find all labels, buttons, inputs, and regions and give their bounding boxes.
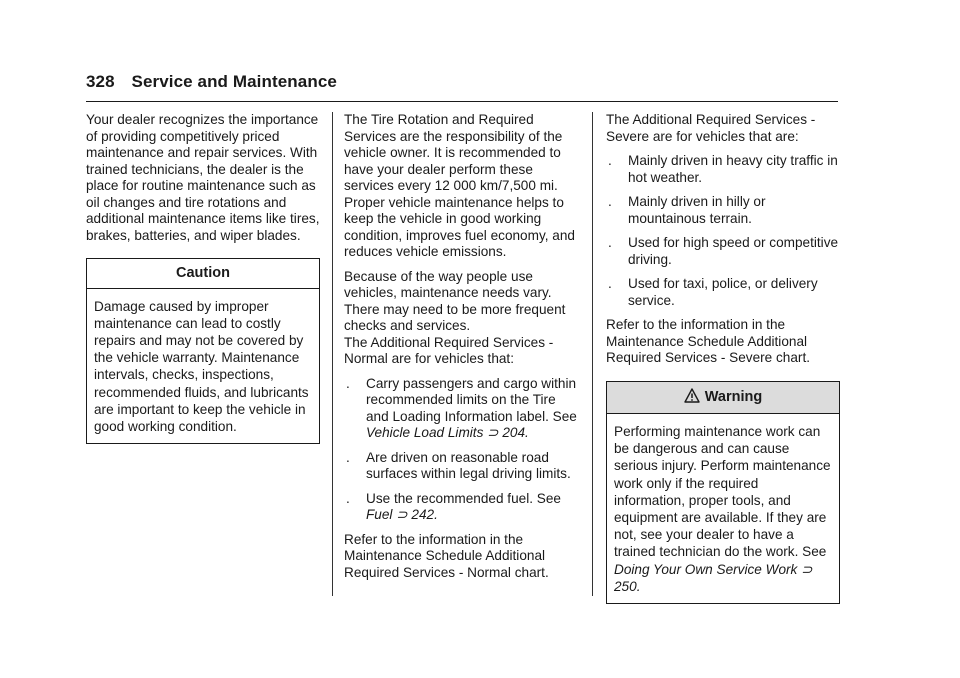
warning-triangle-icon bbox=[684, 388, 700, 408]
list-item bbox=[606, 235, 840, 268]
warning-title-bar bbox=[607, 382, 839, 415]
page-header bbox=[86, 72, 838, 92]
column-2 bbox=[344, 112, 580, 589]
list-item-text: Mainly driven in hilly or mountainous terrain. bbox=[628, 194, 766, 226]
bullet-dot: . bbox=[346, 375, 350, 391]
page-number: 328 bbox=[86, 72, 115, 91]
page-ref-icon: ⊃ bbox=[396, 507, 408, 522]
list-item-text: Used for high speed or competitive driving. bbox=[628, 235, 839, 267]
warning-body bbox=[607, 414, 839, 603]
bullet-dot: . bbox=[346, 490, 350, 506]
column-divider bbox=[592, 112, 593, 596]
paragraph bbox=[344, 269, 580, 368]
bullet-dot: . bbox=[346, 449, 350, 465]
caution-title: Caution bbox=[87, 259, 319, 289]
column-3 bbox=[606, 112, 840, 604]
bullet-dot: . bbox=[608, 194, 612, 209]
bullet-dot: . bbox=[608, 153, 612, 168]
bullet-dot: . bbox=[608, 276, 612, 291]
cross-reference-link[interactable]: Fuel bbox=[366, 507, 393, 522]
page-reference[interactable]: ⊃ 242. bbox=[396, 507, 438, 522]
column-1 bbox=[86, 112, 320, 444]
page-ref-number: 242 bbox=[411, 507, 435, 522]
list-item-text: Mainly driven in heavy city traffic in hot weather. bbox=[628, 153, 838, 185]
page-title: Service and Maintenance bbox=[131, 72, 337, 91]
paragraph: Refer to the information in the Maintenance Schedule Additional Required Services - Normal chart. bbox=[344, 531, 549, 580]
page-ref-icon: ⊃ bbox=[487, 425, 499, 440]
list-item bbox=[606, 153, 840, 186]
paragraph: Refer to the information in the Maintenance Schedule Additional Required Services - Severe chart. bbox=[606, 317, 810, 365]
list-item-text: Used for taxi, police, or delivery service. bbox=[628, 276, 818, 308]
list-item bbox=[606, 276, 840, 309]
page-ref-icon: ⊃ bbox=[801, 561, 813, 577]
cross-reference-link[interactable]: Doing Your Own Service Work bbox=[614, 561, 798, 577]
cross-reference-link[interactable]: Vehicle Load Limits bbox=[366, 425, 484, 440]
list-item bbox=[344, 450, 580, 483]
list-item-text: Use the recommended fuel. See bbox=[366, 490, 561, 506]
page-ref-number: 204 bbox=[502, 425, 526, 440]
warning-title: Warning bbox=[704, 388, 763, 405]
paragraph: The Additional Required Services - Severe are for vehicles that are: bbox=[606, 112, 816, 144]
paragraph-text: The Additional Required Services - Normal are for vehicles that: bbox=[344, 334, 554, 366]
column-divider bbox=[332, 112, 333, 596]
list-item bbox=[606, 194, 840, 227]
list-item-text: Are driven on reasonable road surfaces within legal driving limits. bbox=[366, 449, 571, 481]
warning-text: Performing maintenance work can be dangerous and can cause serious injury. Perform maintenance work only if the required information, proper tools, and equipment are available. If they are not, see your dealer to have a trained technician do the work. See bbox=[614, 424, 831, 560]
page-ref-number: 250 bbox=[614, 578, 637, 594]
list-item-text: Carry passengers and cargo within recommended limits on the Tire and Loading Information label. See bbox=[366, 375, 577, 424]
warning-box bbox=[606, 381, 840, 605]
caution-body: Damage caused by improper maintenance can lead to costly repairs and may not be covered by the vehicle warranty. Maintenance intervals, checks, inspections, recommended fluids, and lubricants are important to keep the vehicle in good working condition. bbox=[94, 298, 309, 434]
header-rule bbox=[86, 101, 838, 102]
page-reference[interactable]: ⊃ 204. bbox=[487, 425, 529, 440]
list-item bbox=[344, 376, 580, 442]
list-item bbox=[344, 491, 580, 524]
intro-paragraph: Your dealer recognizes the importance of providing competitively priced maintenance and repair services. With trained technicians, the dealer is the place for routine maintenance such as oil changes and tire rotations and additional maintenance items like tires, brakes, batteries, and wiper blades. bbox=[86, 112, 320, 243]
bullet-dot: . bbox=[608, 235, 612, 250]
page-reference[interactable]: ⊃ 250. bbox=[614, 561, 813, 594]
caution-box bbox=[86, 258, 320, 444]
paragraph: The Tire Rotation and Required Services are the responsibility of the vehicle owner. It is recommended to have your dealer perform these services every 12 000 km/7,500 mi. Proper vehicle maintenance helps to keep the vehicle in good working condition, improves fuel economy, and reduces vehicle emissions. bbox=[344, 112, 575, 259]
paragraph-text: Because of the way people use vehicles, maintenance needs vary. There may need to be more frequent checks and services. bbox=[344, 268, 566, 333]
